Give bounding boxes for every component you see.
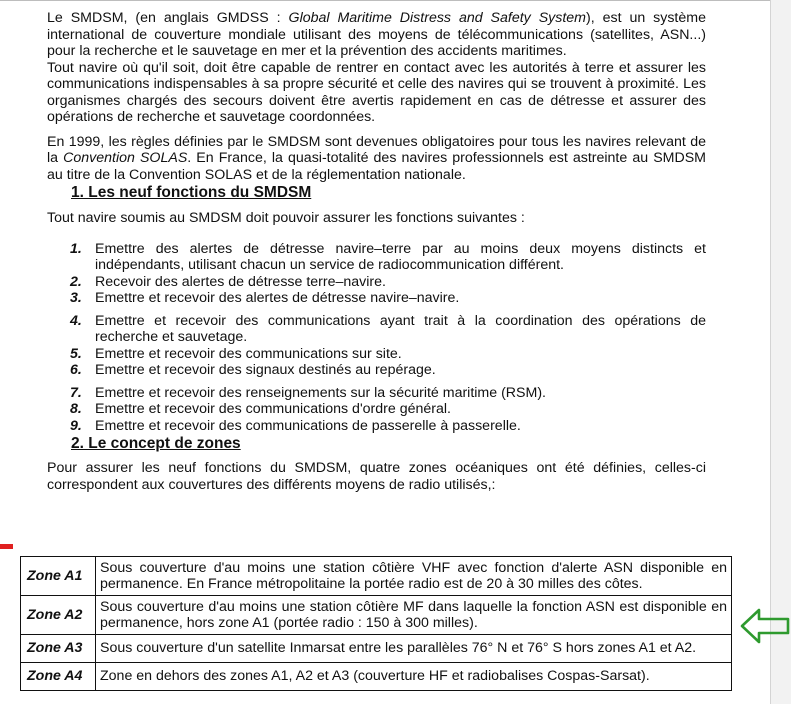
left-margin-marker	[0, 544, 13, 549]
zone-description: Sous couverture d'au moins une station côtière MF dans laquelle la fonction ASN est disponible en permanence, hors zone A1 (portée radio : 150 à 300 milles).	[96, 596, 732, 635]
solas-paragraph: En 1999, les règles définies par le SMDSM sont devenues obligatoires pour tous les navires relevant de la Convention SOLAS. En France, la quasi-totalité des navires professionnels est astreinte au SMDSM au titre de la Convention SOLAS et de la réglementation nationale.	[47, 133, 706, 183]
zone-description: Sous couverture d'au moins une station côtière VHF avec fonction d'alerte ASN disponible en permanence. En France métropolitaine la portée radio est de 20 à 30 milles des côtes.	[96, 557, 732, 596]
functions-list	[47, 241, 706, 435]
section-heading-functions: 1. Les neuf fonctions du SMDSM	[71, 184, 312, 201]
table-row	[21, 635, 732, 663]
functions-intro: Tout navire soumis au SMDSM doit pouvoir assurer les fonctions suivantes :	[47, 210, 525, 226]
section-heading-zones: 2. Le concept de zones	[71, 435, 241, 453]
zones-intro: Pour assurer les neuf fonctions du SMDSM, quatre zones océaniques ont été définies, celles-ci correspondent aux couvertures des différents moyens de radio utilisés,:	[47, 460, 706, 493]
list-item: 7. Emettre et recevoir des renseignements sur la sécurité maritime (RSM).	[70, 384, 546, 401]
zone-description: Zone en dehors des zones A1, A2 et A3 (couverture HF et radiobalises Cospas-Sarsat).	[96, 663, 732, 691]
intro-paragraph: Le SMDSM, (en anglais GMDSS : Global Maritime Distress and Safety System), est un système international de couverture mondiale utilisant des moyens de télécommunications (satellites, ASN...) pour la recherche et le sauvetage en mer et la prévention des accidents maritimes. Tout navire où qu'il soit, doit être capable de rentrer en contact avec les autorités à terre et assurer les communications indispensables à sa propre sécurité et celle des navires qui se trouvent à proximité. Les organismes chargés des secours doivent être avertis rapidement en cas de détresse et assurer des opérations de recherche et sauvetage coordonnées.	[47, 10, 706, 125]
list-item: 2. Recevoir des alertes de détresse terre–navire.	[70, 273, 386, 290]
left-arrow-icon	[739, 605, 791, 647]
table-row	[21, 663, 732, 691]
list-item: 5. Emettre et recevoir des communications sur site.	[70, 345, 402, 362]
zone-name: Zone A3	[21, 635, 96, 663]
zone-name: Zone A4	[21, 663, 96, 691]
zone-description: Sous couverture d'un satellite Inmarsat entre les parallèles 76° N et 76° S hors zones A1 et A2.	[96, 635, 732, 663]
table-row	[21, 557, 732, 596]
list-item: 1. Emettre des alertes de détresse navire–terre par au moins deux moyens distincts et indépendants, utilisant chacun un service de radiocommunication différent.	[70, 240, 706, 274]
table-row	[21, 596, 732, 635]
zones-table	[20, 556, 732, 691]
list-item: 4. Emettre et recevoir des communications ayant trait à la coordination des opérations de recherche et sauvetage.	[70, 312, 706, 346]
list-item: 8. Emettre et recevoir des communications d'ordre général.	[70, 401, 451, 418]
document-body	[47, 10, 706, 507]
list-item: 3. Emettre et recevoir des alertes de détresse navire–navire.	[70, 290, 460, 307]
right-scroll-gutter[interactable]	[770, 0, 791, 704]
zone-name: Zone A2	[21, 596, 96, 635]
zone-name: Zone A1	[21, 557, 96, 596]
list-item: 6. Emettre et recevoir des signaux destinés au repérage.	[70, 362, 436, 379]
top-divider	[0, 0, 780, 1]
list-item: 9. Emettre et recevoir des communications de passerelle à passerelle.	[70, 417, 521, 434]
